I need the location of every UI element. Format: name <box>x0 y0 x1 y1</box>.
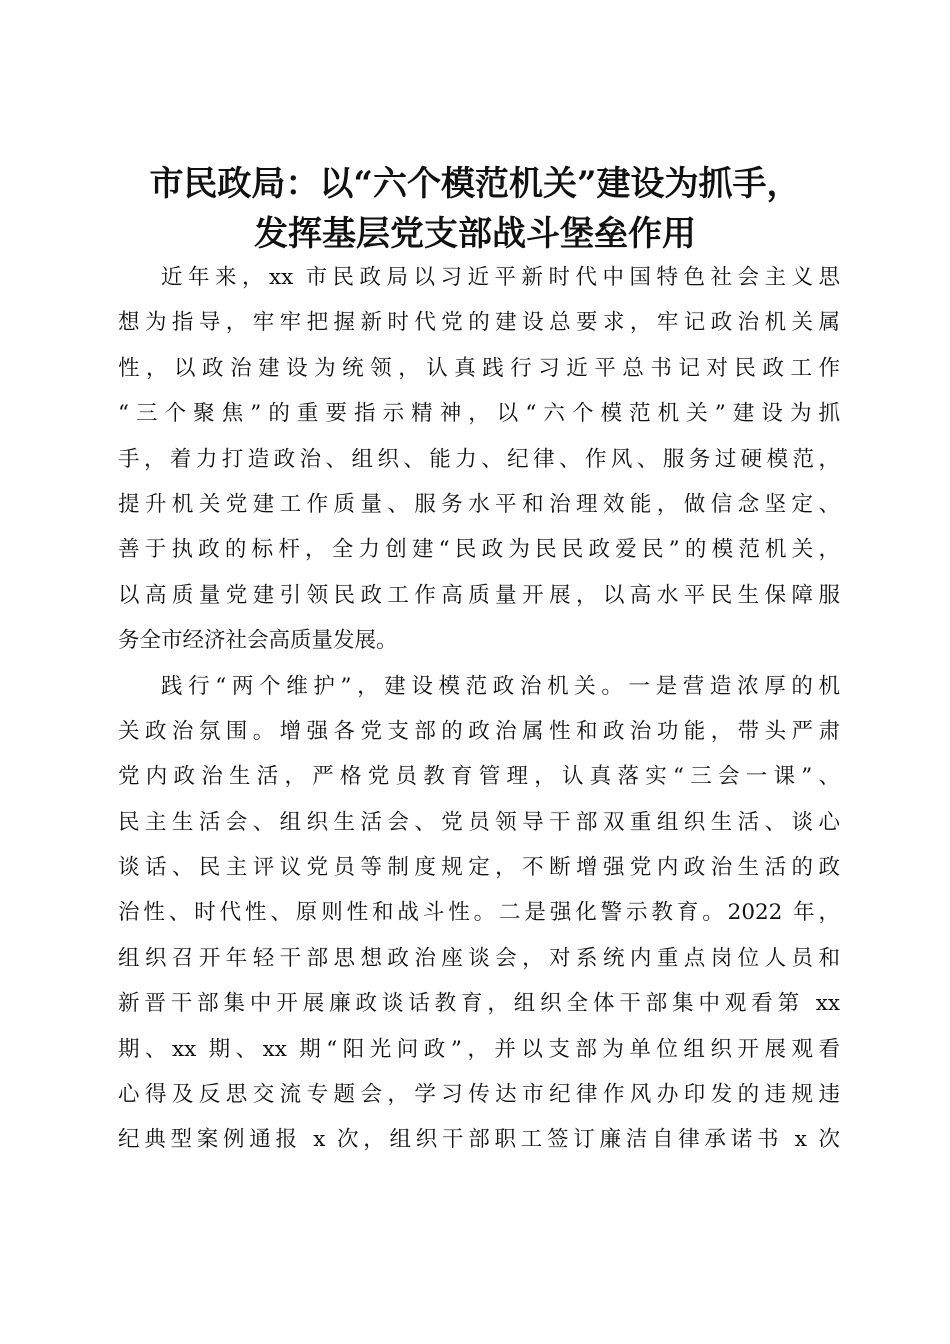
text-line: 手，着力打造政治、组织、能力、纪律、作风、服务过硬模范， <box>118 446 840 472</box>
text-line: 民主生活会、组织生活会、党员领导干部双重组织生活、谈心 <box>118 809 840 835</box>
document-body <box>118 255 840 1163</box>
text-line: 期、xx 期、xx 期“阳光问政”，并以支部为单位组织开展观看 <box>118 1036 840 1062</box>
text-line: 善于执政的标杆，全力创建“民政为民民政爱民”的模范机关， <box>118 537 840 563</box>
text-line: 纪典型案例通报 x 次，组织干部职工签订廉洁自律承诺书 x 次 <box>118 1127 840 1153</box>
text-line: 心得及反思交流专题会，学习传达市纪律作风办印发的违规违 <box>118 1082 840 1108</box>
text-line: 党内政治生活，严格党员教育管理，认真落实“三会一课”、 <box>118 764 840 790</box>
text-line: 性，以政治建设为统领，认真践行习近平总书记对民政工作 <box>118 355 840 381</box>
text-line: 务全市经济社会高质量发展。 <box>118 628 398 654</box>
text-line: 关政治氛围。增强各党支部的政治属性和政治功能，带头严肃 <box>118 718 840 744</box>
text-line: 新晋干部集中开展廉政谈话教育，组织全体干部集中观看第 xx <box>118 991 840 1017</box>
text-line: 谈话、民主评议党员等制度规定，不断增强党内政治生活的政 <box>118 855 840 881</box>
text-line: 提升机关党建工作质量、服务水平和治理效能，做信念坚定、 <box>118 491 840 517</box>
title-line-1: 市民政局：以“六个模范机关”建设为抓手， <box>149 163 801 204</box>
paragraph-1 <box>118 255 840 664</box>
document-title <box>100 159 850 259</box>
text-line: 组织召开年轻干部思想政治座谈会，对系统内重点岗位人员和 <box>118 945 840 971</box>
paragraph-2 <box>118 664 840 1163</box>
text-line: 近年来，xx 市民政局以习近平新时代中国特色社会主义思 <box>161 265 840 290</box>
text-line: 想为指导，牢牢把握新时代党的建设总要求，牢记政治机关属 <box>118 310 840 336</box>
text-line: “三个聚焦”的重要指示精神，以“六个模范机关”建设为抓 <box>118 401 840 427</box>
text-line: 以高质量党建引领民政工作高质量开展，以高水平民生保障服 <box>118 582 840 608</box>
text-line: 治性、时代性、原则性和战斗性。二是强化警示教育。2022 年， <box>118 900 840 926</box>
text-line: 践行“两个维护”，建设模范政治机关。一是营造浓厚的机 <box>161 673 840 699</box>
title-line-2: 发挥基层党支部战斗堡垒作用 <box>254 213 696 254</box>
